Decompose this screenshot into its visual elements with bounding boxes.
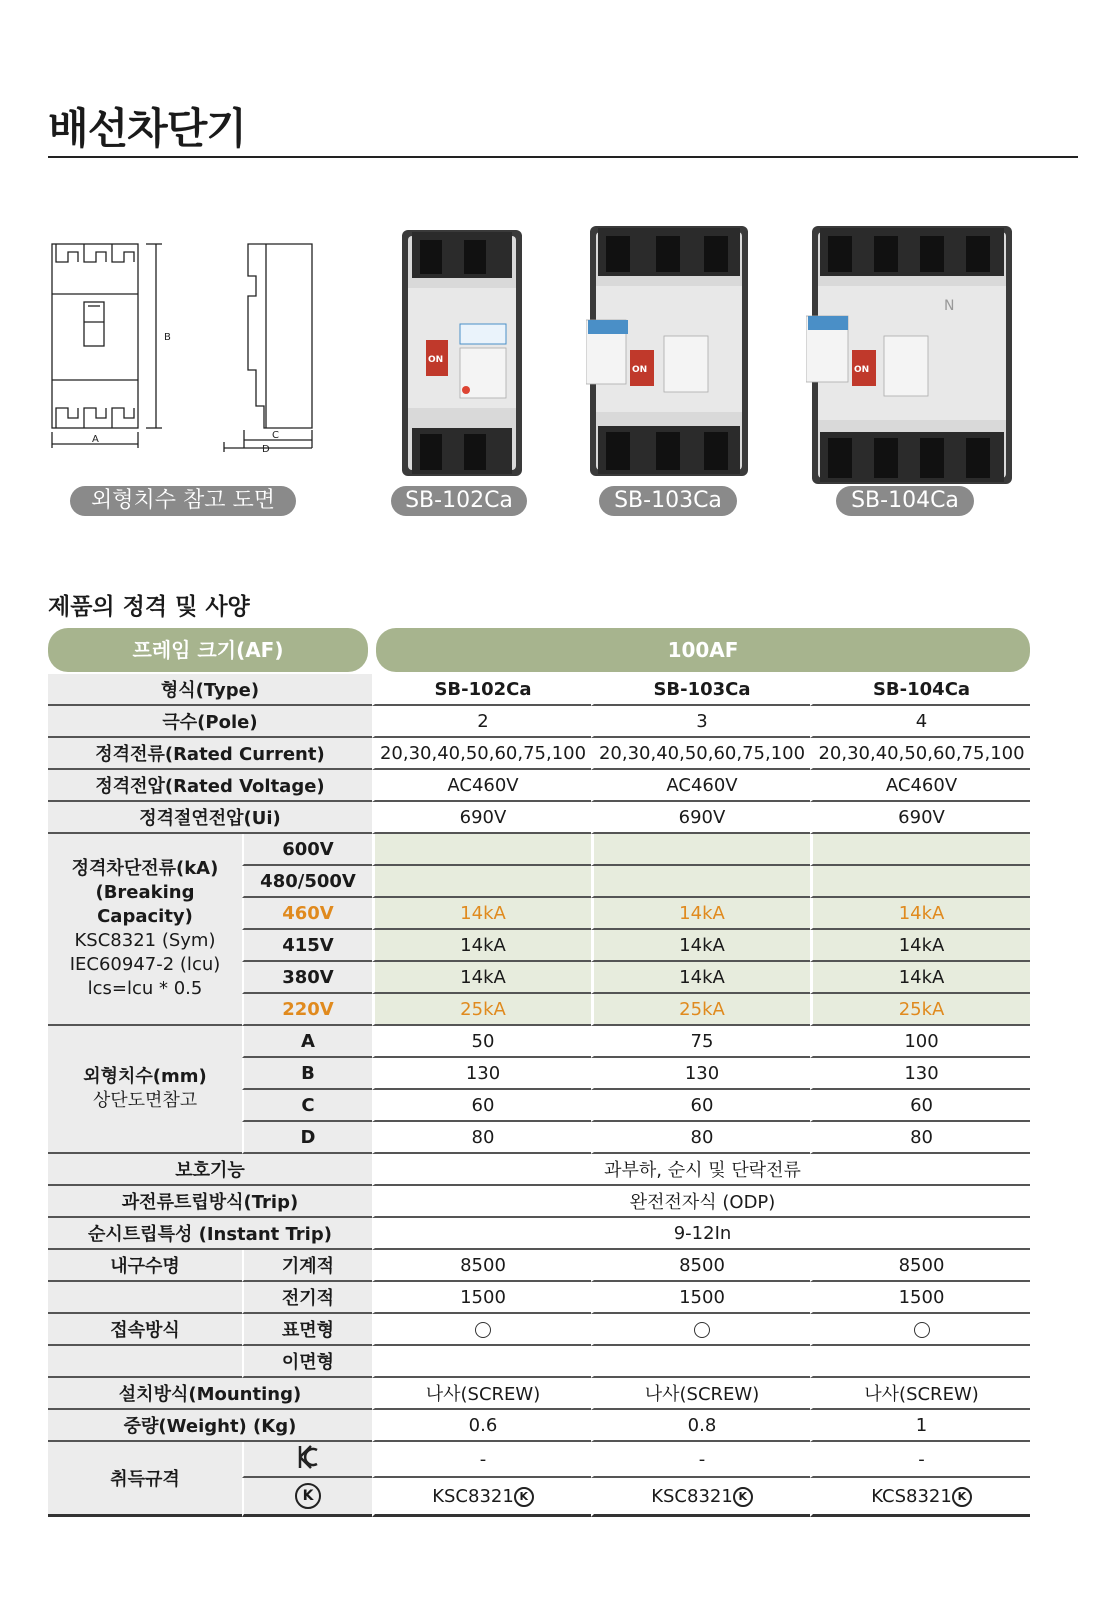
drawing-caption: 외형치수 참고 도면 — [70, 486, 296, 516]
life-label-blank — [48, 1282, 242, 1314]
cert-kc-value: - — [372, 1442, 591, 1478]
breaking-value: 14kA — [810, 898, 1030, 930]
life-mech-value: 8500 — [591, 1250, 810, 1282]
current-value: 20,30,40,50,60,75,100 — [372, 738, 591, 770]
dim-value: 130 — [810, 1058, 1030, 1090]
model-caption-sb103ca: SB-103Ca — [599, 486, 737, 516]
dim-value: 60 — [810, 1090, 1030, 1122]
dim-value: 100 — [810, 1026, 1030, 1058]
dim-d-label: D — [242, 1122, 372, 1154]
life-mech-value: 8500 — [810, 1250, 1030, 1282]
breaking-capacity-label — [48, 834, 242, 1026]
current-value: 20,30,40,50,60,75,100 — [810, 738, 1030, 770]
voltage-value: AC460V — [591, 770, 810, 802]
dimension-label-a: A — [92, 434, 99, 445]
section-title: 제품의 정격 및 사양 — [48, 594, 250, 620]
voltage-value: AC460V — [372, 770, 591, 802]
pole-value: 3 — [591, 706, 810, 738]
breaking-value: 14kA — [810, 930, 1030, 962]
breaking-row-600 — [48, 834, 1030, 866]
dim-value: 60 — [591, 1090, 810, 1122]
pole-label: 극수(Pole) — [48, 706, 372, 738]
type-value: SB-104Ca — [810, 674, 1030, 706]
mounting-value: 나사(SCREW) — [591, 1378, 810, 1410]
dimension-drawing — [44, 236, 324, 458]
model-caption-sb102ca: SB-102Ca — [391, 486, 527, 516]
dim-value: 80 — [372, 1122, 591, 1154]
dim-value: 75 — [591, 1026, 810, 1058]
protection-label: 보호기능 — [48, 1154, 372, 1186]
weight-value: 0.8 — [591, 1410, 810, 1442]
spec-table — [48, 628, 1030, 1517]
connection-back-value — [810, 1346, 1030, 1378]
breaking-value: 14kA — [591, 898, 810, 930]
connection-front-label: 표면형 — [242, 1314, 372, 1346]
header-row — [48, 628, 1030, 674]
dimension-label-d: D — [262, 444, 270, 455]
voltage-220-label: 220V — [242, 994, 372, 1026]
trip-row — [48, 1186, 1030, 1218]
insulation-label: 정격절연전압(Ui) — [48, 802, 372, 834]
mounting-row — [48, 1378, 1030, 1410]
pole-value: 2 — [372, 706, 591, 738]
life-mech-row — [48, 1250, 1030, 1282]
voltage-480-label: 480/500V — [242, 866, 372, 898]
protection-value: 과부하, 순시 및 단락전류 — [372, 1154, 1030, 1186]
trip-label: 과전류트립방식(Trip) — [48, 1186, 372, 1218]
breaker-image-sb102ca — [398, 230, 526, 476]
frame-size-header: 프레임 크기(AF) — [48, 628, 368, 672]
certification-label: 취득규격 — [48, 1442, 242, 1517]
cert-kc-value: - — [810, 1442, 1030, 1478]
breaking-value: 14kA — [372, 930, 591, 962]
current-row — [48, 738, 1030, 770]
life-elec-value: 1500 — [810, 1282, 1030, 1314]
on-marking-sb102ca: ON — [428, 355, 444, 365]
breaking-label-line5: lcs=lcu * 0.5 — [87, 978, 203, 999]
breaking-value: 14kA — [372, 898, 591, 930]
dimension-label-line2: 상단도면참고 — [92, 1090, 198, 1111]
cert-ks-value: KSC8321 — [432, 1485, 514, 1507]
dim-value: 130 — [372, 1058, 591, 1090]
current-label: 정격전류(Rated Current) — [48, 738, 372, 770]
life-elec-value: 1500 — [591, 1282, 810, 1314]
title-divider — [48, 156, 1078, 158]
breaking-label-line1: 정격차단전류(kA) — [71, 858, 219, 879]
pole-row — [48, 706, 1030, 738]
voltage-460-label: 460V — [242, 898, 372, 930]
life-mech-label: 기계적 — [242, 1250, 372, 1282]
connection-label-blank — [48, 1346, 242, 1378]
breaking-value-empty — [591, 834, 810, 866]
dimension-row-a — [48, 1026, 1030, 1058]
breaking-label-line3: KSC8321 (Sym) — [74, 930, 216, 951]
insulation-row — [48, 802, 1030, 834]
connection-back-row — [48, 1346, 1030, 1378]
ks-mark-icon: K — [952, 1487, 972, 1507]
model-caption-sb104ca: SB-104Ca — [836, 486, 974, 516]
connection-label: 접속방식 — [48, 1314, 242, 1346]
voltage-600-label: 600V — [242, 834, 372, 866]
breaking-value: 14kA — [591, 930, 810, 962]
instant-trip-value: 9-12In — [372, 1218, 1030, 1250]
dim-a-label: A — [242, 1026, 372, 1058]
life-elec-label: 전기적 — [242, 1282, 372, 1314]
voltage-415-label: 415V — [242, 930, 372, 962]
breaking-value: 14kA — [810, 962, 1030, 994]
trip-value: 완전전자식 (ODP) — [372, 1186, 1030, 1218]
on-marking-sb104ca: ON — [854, 365, 870, 375]
cert-ks-value: KCS8321 — [871, 1485, 952, 1507]
available-circle-icon — [475, 1322, 491, 1338]
breaker-image-sb103ca — [586, 226, 752, 476]
weight-value: 1 — [810, 1410, 1030, 1442]
connection-back-value — [372, 1346, 591, 1378]
insulation-value: 690V — [372, 802, 591, 834]
breaking-value-empty — [591, 866, 810, 898]
frame-size-value: 100AF — [376, 628, 1030, 672]
voltage-label: 정격전압(Rated Voltage) — [48, 770, 372, 802]
pole-value: 4 — [810, 706, 1030, 738]
dim-value: 80 — [810, 1122, 1030, 1154]
voltage-value: AC460V — [810, 770, 1030, 802]
instant-trip-label: 순시트립특성 (Instant Trip) — [48, 1218, 372, 1250]
weight-label: 중량(Weight) (Kg) — [48, 1410, 372, 1442]
ks-mark-icon: K — [733, 1487, 753, 1507]
available-circle-icon — [914, 1322, 930, 1338]
voltage-row — [48, 770, 1030, 802]
mounting-label: 설치방식(Mounting) — [48, 1378, 372, 1410]
dimension-label-line1: 외형치수(mm) — [83, 1066, 207, 1087]
breaker-image-sb104ca — [806, 226, 1018, 484]
dim-value: 50 — [372, 1026, 591, 1058]
kc-mark-icon — [297, 1444, 319, 1470]
connection-front-row — [48, 1314, 1030, 1346]
cert-ks-value: KSC8321 — [651, 1485, 733, 1507]
type-row — [48, 674, 1030, 706]
dim-value: 130 — [591, 1058, 810, 1090]
dimension-label — [48, 1026, 242, 1154]
instant-trip-row — [48, 1218, 1030, 1250]
insulation-value: 690V — [810, 802, 1030, 834]
dim-b-label: B — [242, 1058, 372, 1090]
ks-mark-icon: K — [295, 1483, 321, 1509]
breaking-value: 25kA — [810, 994, 1030, 1026]
life-label: 내구수명 — [48, 1250, 242, 1282]
mounting-value: 나사(SCREW) — [372, 1378, 591, 1410]
voltage-380-label: 380V — [242, 962, 372, 994]
available-circle-icon — [694, 1322, 710, 1338]
page-title: 배선차단기 — [48, 104, 246, 153]
breaking-value-empty — [810, 834, 1030, 866]
on-marking-sb103ca: ON — [632, 365, 648, 375]
connection-back-value — [591, 1346, 810, 1378]
life-elec-value: 1500 — [372, 1282, 591, 1314]
protection-row — [48, 1154, 1030, 1186]
type-label: 형식(Type) — [48, 674, 372, 706]
breaking-label-line4: IEC60947-2 (lcu) — [69, 954, 221, 975]
cert-kc-value: - — [591, 1442, 810, 1478]
dimension-label-c: C — [272, 430, 279, 441]
life-elec-row — [48, 1282, 1030, 1314]
breaking-label-line2: (Breaking Capacity) — [95, 882, 195, 927]
weight-value: 0.6 — [372, 1410, 591, 1442]
breaking-value-empty — [372, 866, 591, 898]
dimension-label-b: B — [164, 332, 171, 343]
breaking-value-empty — [810, 866, 1030, 898]
breaking-value: 14kA — [591, 962, 810, 994]
connection-back-label: 이면형 — [242, 1346, 372, 1378]
breaking-value: 25kA — [372, 994, 591, 1026]
breaking-value: 25kA — [591, 994, 810, 1026]
type-value: SB-103Ca — [591, 674, 810, 706]
cert-kc-row — [48, 1442, 1030, 1478]
life-mech-value: 8500 — [372, 1250, 591, 1282]
mounting-value: 나사(SCREW) — [810, 1378, 1030, 1410]
current-value: 20,30,40,50,60,75,100 — [591, 738, 810, 770]
breaking-value-empty — [372, 834, 591, 866]
neutral-marking: N — [944, 298, 955, 314]
insulation-value: 690V — [591, 802, 810, 834]
type-value: SB-102Ca — [372, 674, 591, 706]
breaking-value: 14kA — [372, 962, 591, 994]
dim-value: 60 — [372, 1090, 591, 1122]
dim-c-label: C — [242, 1090, 372, 1122]
weight-row — [48, 1410, 1030, 1442]
ks-mark-icon: K — [514, 1487, 534, 1507]
dim-value: 80 — [591, 1122, 810, 1154]
